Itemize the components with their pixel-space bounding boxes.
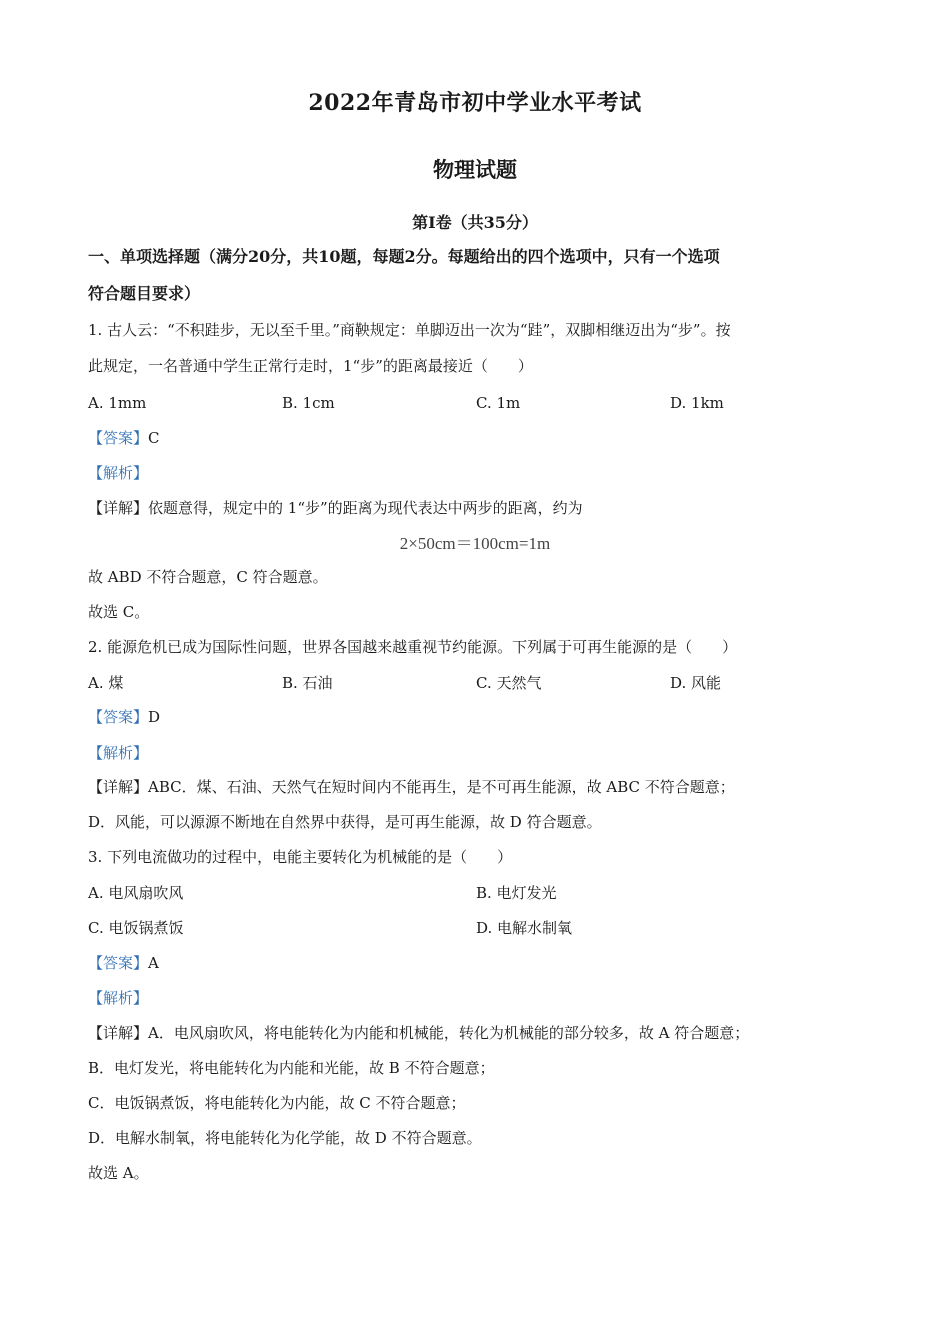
q2-analysis-label: 【解析】	[88, 744, 149, 762]
q3-answer	[88, 952, 159, 974]
q1-stem-line1: 1. 古人云：“不积跬步，无以至千里。”商鞅规定：单脚迈出一次为“跬”，双脚相继迈出为“步”。按	[88, 321, 731, 339]
q1-detail-line3: 故 ABD 不符合题意，C 符合题意。	[88, 568, 328, 586]
q2-detail-line2: D．风能，可以源源不断地在自然界中获得，是可再生能源，故 D 符合题意。	[88, 813, 602, 831]
detail-label: 【详解】	[88, 499, 149, 517]
q1-detail-text: 依题意得，规定中的 1“步”的距离为现代表达中两步的距离，约为	[148, 499, 583, 517]
q2-option-b: B. 石油	[282, 674, 333, 692]
q3-analysis-label: 【解析】	[88, 989, 149, 1007]
q2-option-c: C. 天然气	[476, 674, 542, 692]
detail-label: 【详解】	[88, 1024, 149, 1042]
q3-option-d: D. 电解水制氧	[476, 919, 573, 937]
q3-detail-text: A．电风扇吹风，将电能转化为内能和机械能，转化为机械能的部分较多，故 A 符合题意；	[148, 1024, 750, 1042]
q2-answer	[88, 706, 160, 728]
q1-option-c: C. 1m	[476, 394, 521, 412]
q2-detail	[88, 776, 735, 798]
q2-detail-text: ABC．煤、石油、天然气在短时间内不能再生，是不可再生能源，故 ABC 不符合题意；	[148, 778, 735, 796]
q3-option-a: A. 电风扇吹风	[88, 884, 184, 902]
section-heading-line1: 一、单项选择题（满分20分，共10题，每题2分。每题给出的四个选项中，只有一个选项	[88, 247, 720, 266]
q2-option-a: A. 煤	[88, 674, 124, 692]
exam-subtitle: 物理试题	[433, 157, 517, 182]
q3-answer-value: A	[148, 954, 159, 972]
q3-detail-line2: B．电灯发光，将电能转化为内能和光能，故 B 不符合题意；	[88, 1059, 495, 1077]
exam-title: 2022年青岛市初中学业水平考试	[308, 90, 642, 116]
answer-label: 【答案】	[88, 708, 149, 726]
q1-detail	[88, 497, 583, 519]
q3-detail-line4: D．电解水制氧，将电能转化为化学能，故 D 不符合题意。	[88, 1129, 482, 1147]
detail-label: 【详解】	[88, 778, 149, 796]
q1-option-b: B. 1cm	[282, 394, 335, 412]
volume-heading: 第I卷（共35分）	[412, 213, 538, 232]
q1-option-a: A. 1mm	[88, 394, 147, 412]
answer-label: 【答案】	[88, 429, 149, 447]
q3-option-c: C. 电饭锅煮饭	[88, 919, 184, 937]
q1-answer	[88, 427, 160, 449]
q3-conclusion: 故选 A。	[88, 1164, 149, 1182]
q1-analysis-label: 【解析】	[88, 464, 149, 482]
q1-option-d: D. 1km	[670, 394, 724, 412]
q1-conclusion: 故选 C。	[88, 603, 150, 621]
q1-formula: 2×50cm＝100cm=1m	[399, 534, 551, 553]
q1-answer-value: C	[148, 429, 160, 447]
q3-stem: 3. 下列电流做功的过程中，电能主要转化为机械能的是（ ）	[88, 848, 513, 866]
answer-label: 【答案】	[88, 954, 149, 972]
q3-detail-line3: C．电饭锅煮饭，将电能转化为内能，故 C 不符合题意；	[88, 1094, 466, 1112]
section-heading-line2: 符合题目要求）	[88, 284, 201, 303]
q3-option-b: B. 电灯发光	[476, 884, 557, 902]
q1-stem-line2: 此规定，一名普通中学生正常行走时，1“步”的距离最接近（ ）	[88, 357, 533, 375]
q2-stem: 2. 能源危机已成为国际性问题，世界各国越来越重视节约能源。下列属于可再生能源的是（ ）	[88, 638, 738, 656]
q2-option-d: D. 风能	[670, 674, 722, 692]
q3-detail	[88, 1022, 749, 1044]
q2-answer-value: D	[148, 708, 161, 726]
